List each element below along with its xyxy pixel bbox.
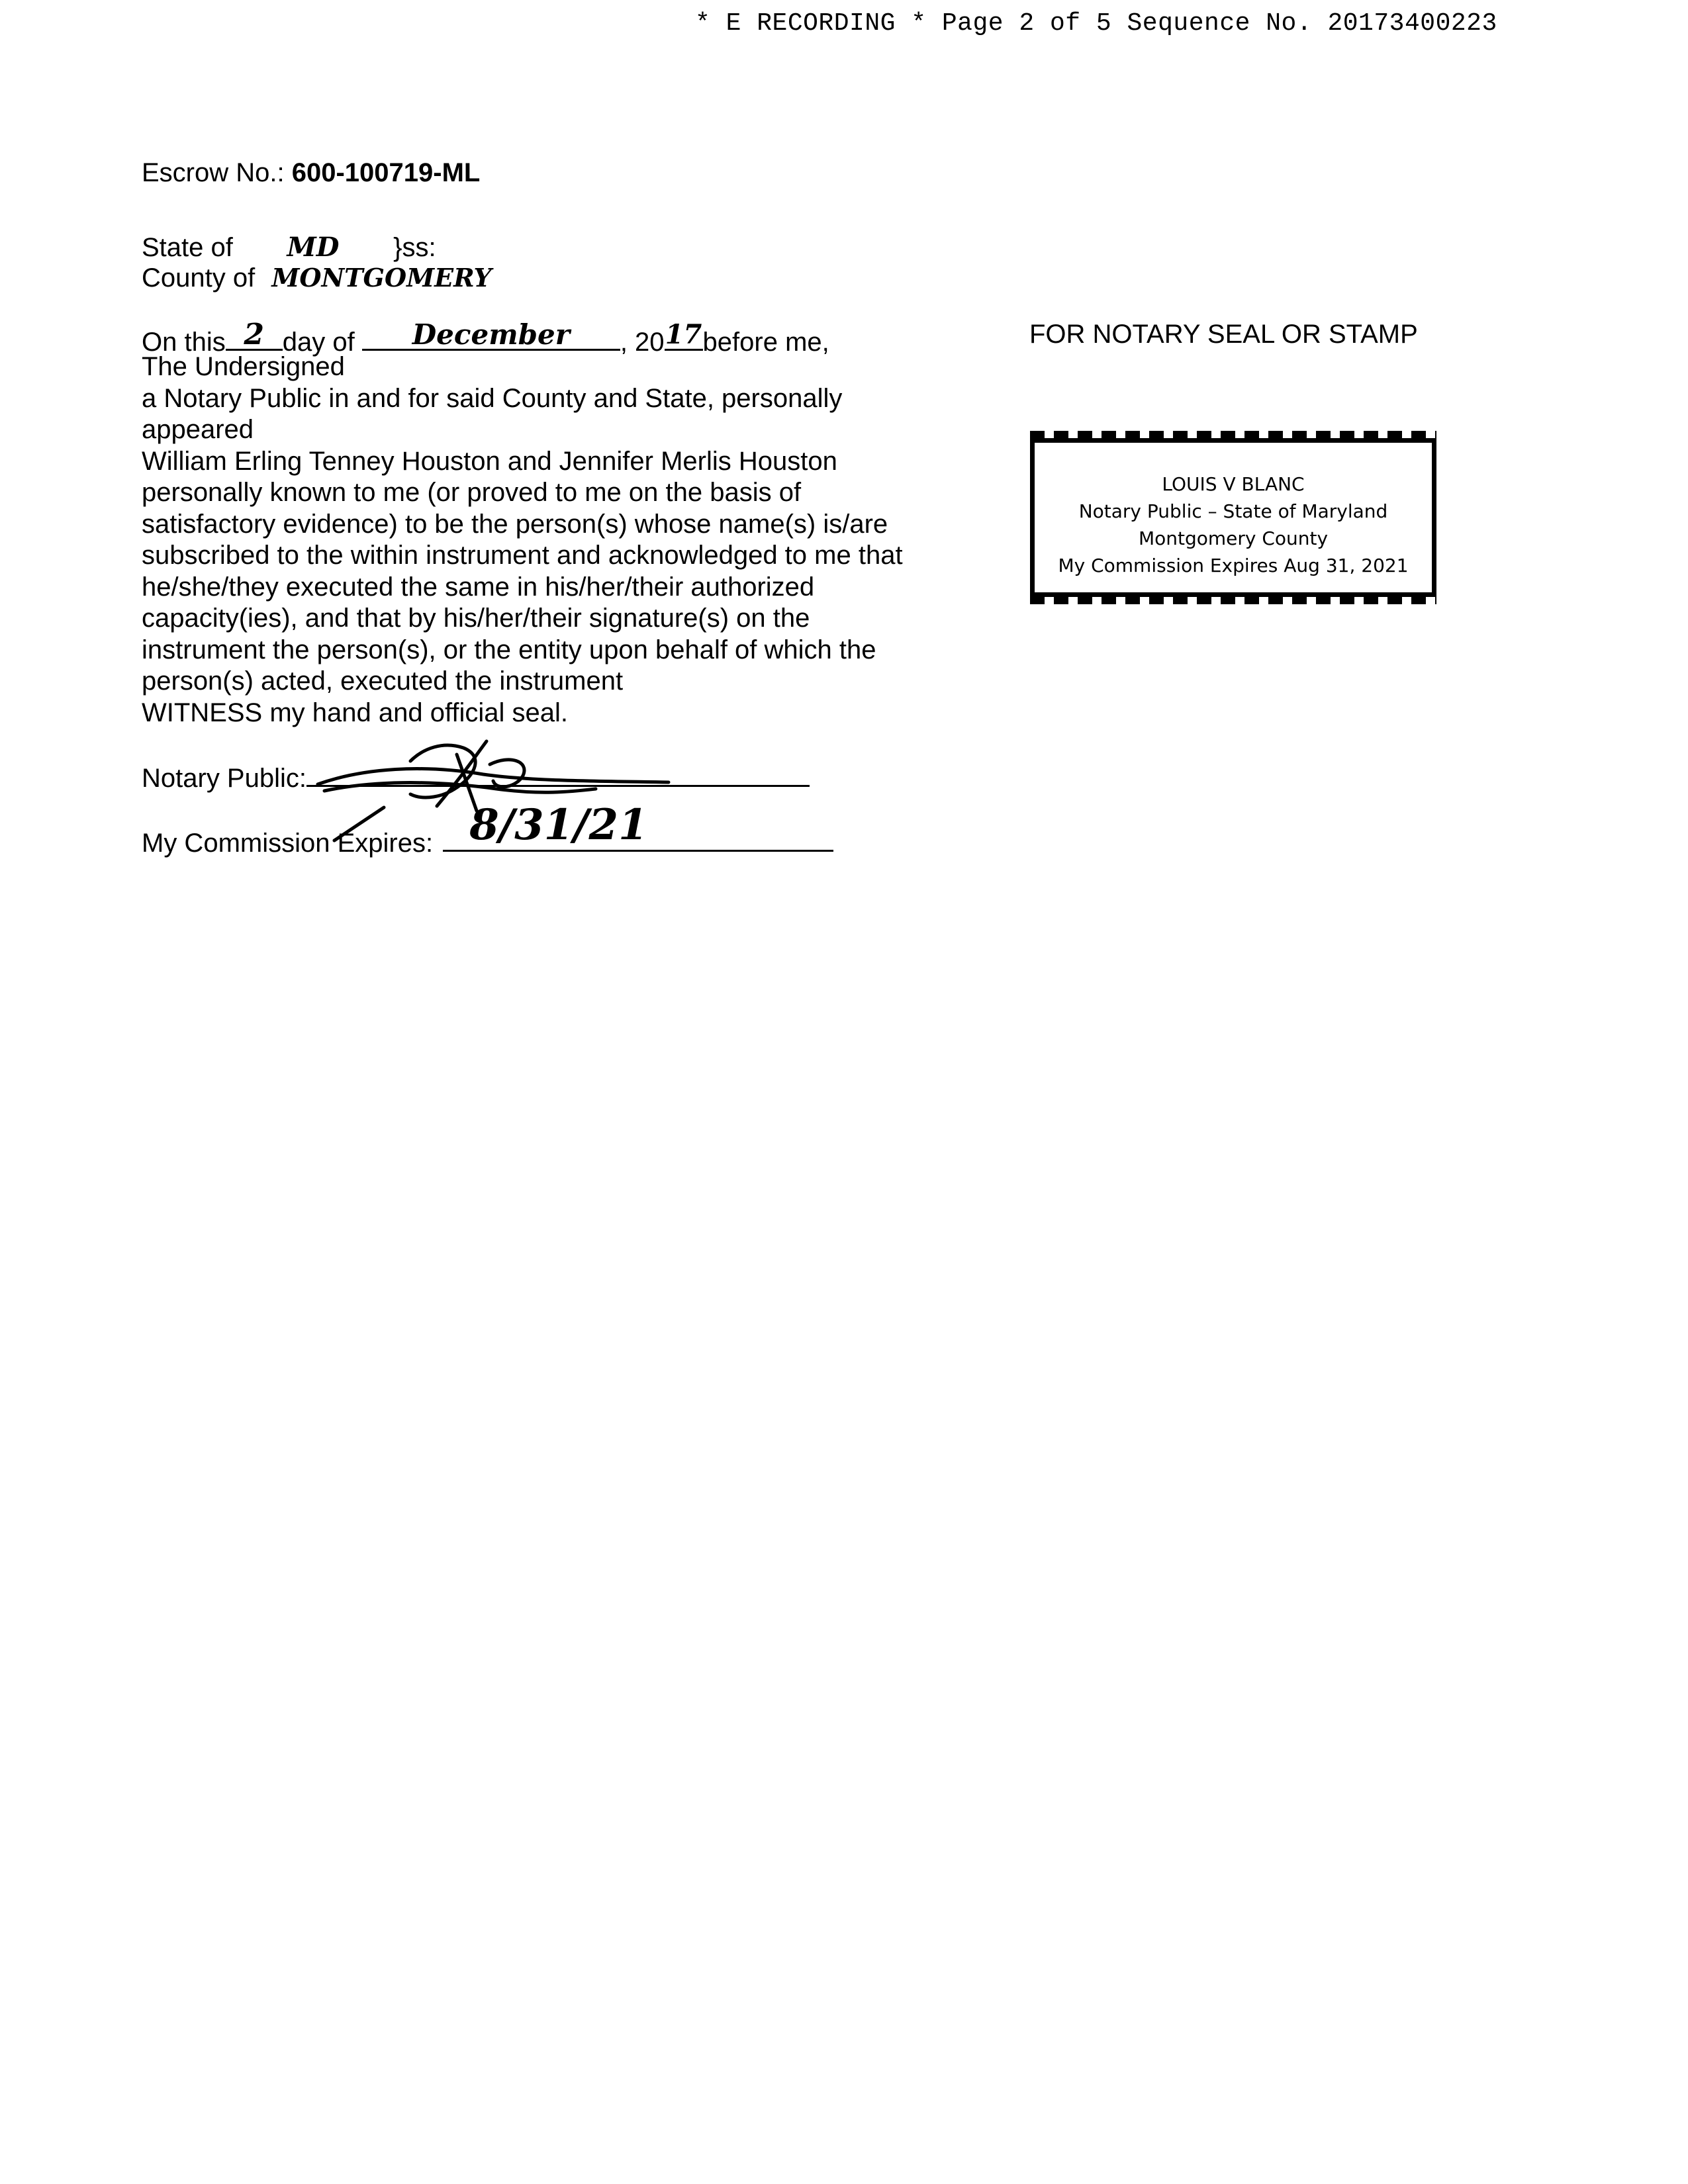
body-line: a Notary Public in and for said County and State, personally: [142, 383, 843, 413]
commission-line: [142, 800, 833, 858]
ss-label: }ss:: [393, 233, 436, 262]
stamp-line: Montgomery County: [1138, 527, 1329, 549]
commission-handwritten: 8/31/21: [469, 800, 648, 850]
escrow-line: [142, 158, 480, 189]
notary-stamp: [1030, 438, 1436, 597]
commission-blank: [443, 800, 833, 852]
before-me-label: before me,: [702, 328, 829, 357]
state-line: [142, 232, 436, 263]
body-line: The Undersigned: [142, 352, 345, 381]
year-handwritten: 17: [665, 319, 702, 350]
year-prefix: , 20: [620, 328, 665, 357]
recording-header: * E RECORDING * Page 2 of 5 Sequence No. 20173400223: [695, 9, 1497, 38]
year-blank: [665, 319, 703, 351]
state-handwritten: MD: [287, 232, 340, 263]
body-line: WITNESS my hand and official seal.: [142, 698, 568, 727]
stamp-line: Notary Public – State of Maryland: [1078, 500, 1388, 522]
body-line: William Erling Tenney Houston and Jennifer Merlis Houston: [142, 446, 837, 476]
body-line: appeared: [142, 415, 254, 444]
stamp-line: LOUIS V BLANC: [1162, 473, 1305, 495]
escrow-label: Escrow No.:: [142, 158, 285, 187]
body-line: capacity(ies), and that by his/her/their signature(s) on the: [142, 604, 810, 633]
notary-label: Notary Public:: [142, 764, 306, 793]
acknowledgment-body: [142, 351, 956, 729]
on-this-label: On this: [142, 328, 226, 357]
body-line: person(s) acted, executed the instrument: [142, 666, 624, 696]
commission-label: My Commission Expires:: [142, 829, 434, 858]
month-blank: [362, 318, 620, 351]
county-label: County of: [142, 263, 256, 293]
escrow-number: 600-100719-ML: [291, 158, 481, 187]
body-line: he/she/they executed the same in his/her/their authorized: [142, 572, 815, 602]
day-of-label: day of: [282, 328, 355, 357]
day-blank: [226, 318, 283, 351]
state-label: State of: [142, 233, 233, 262]
month-handwritten: December: [412, 318, 570, 351]
body-line: subscribed to the within instrument and acknowledged to me that: [142, 541, 903, 570]
day-handwritten: 2: [244, 318, 265, 351]
stamp-line: My Commission Expires Aug 31, 2021: [1058, 555, 1409, 576]
body-line: personally known to me (or proved to me on the basis of: [142, 478, 802, 507]
seal-label: FOR NOTARY SEAL OR STAMP: [1029, 320, 1418, 349]
county-line: [142, 262, 492, 294]
body-line: satisfactory evidence) to be the person(s) whose name(s) is/are: [142, 509, 888, 539]
county-handwritten: MONTGOMERY: [271, 263, 492, 293]
body-line: instrument the person(s), or the entity upon behalf of which the: [142, 635, 876, 664]
